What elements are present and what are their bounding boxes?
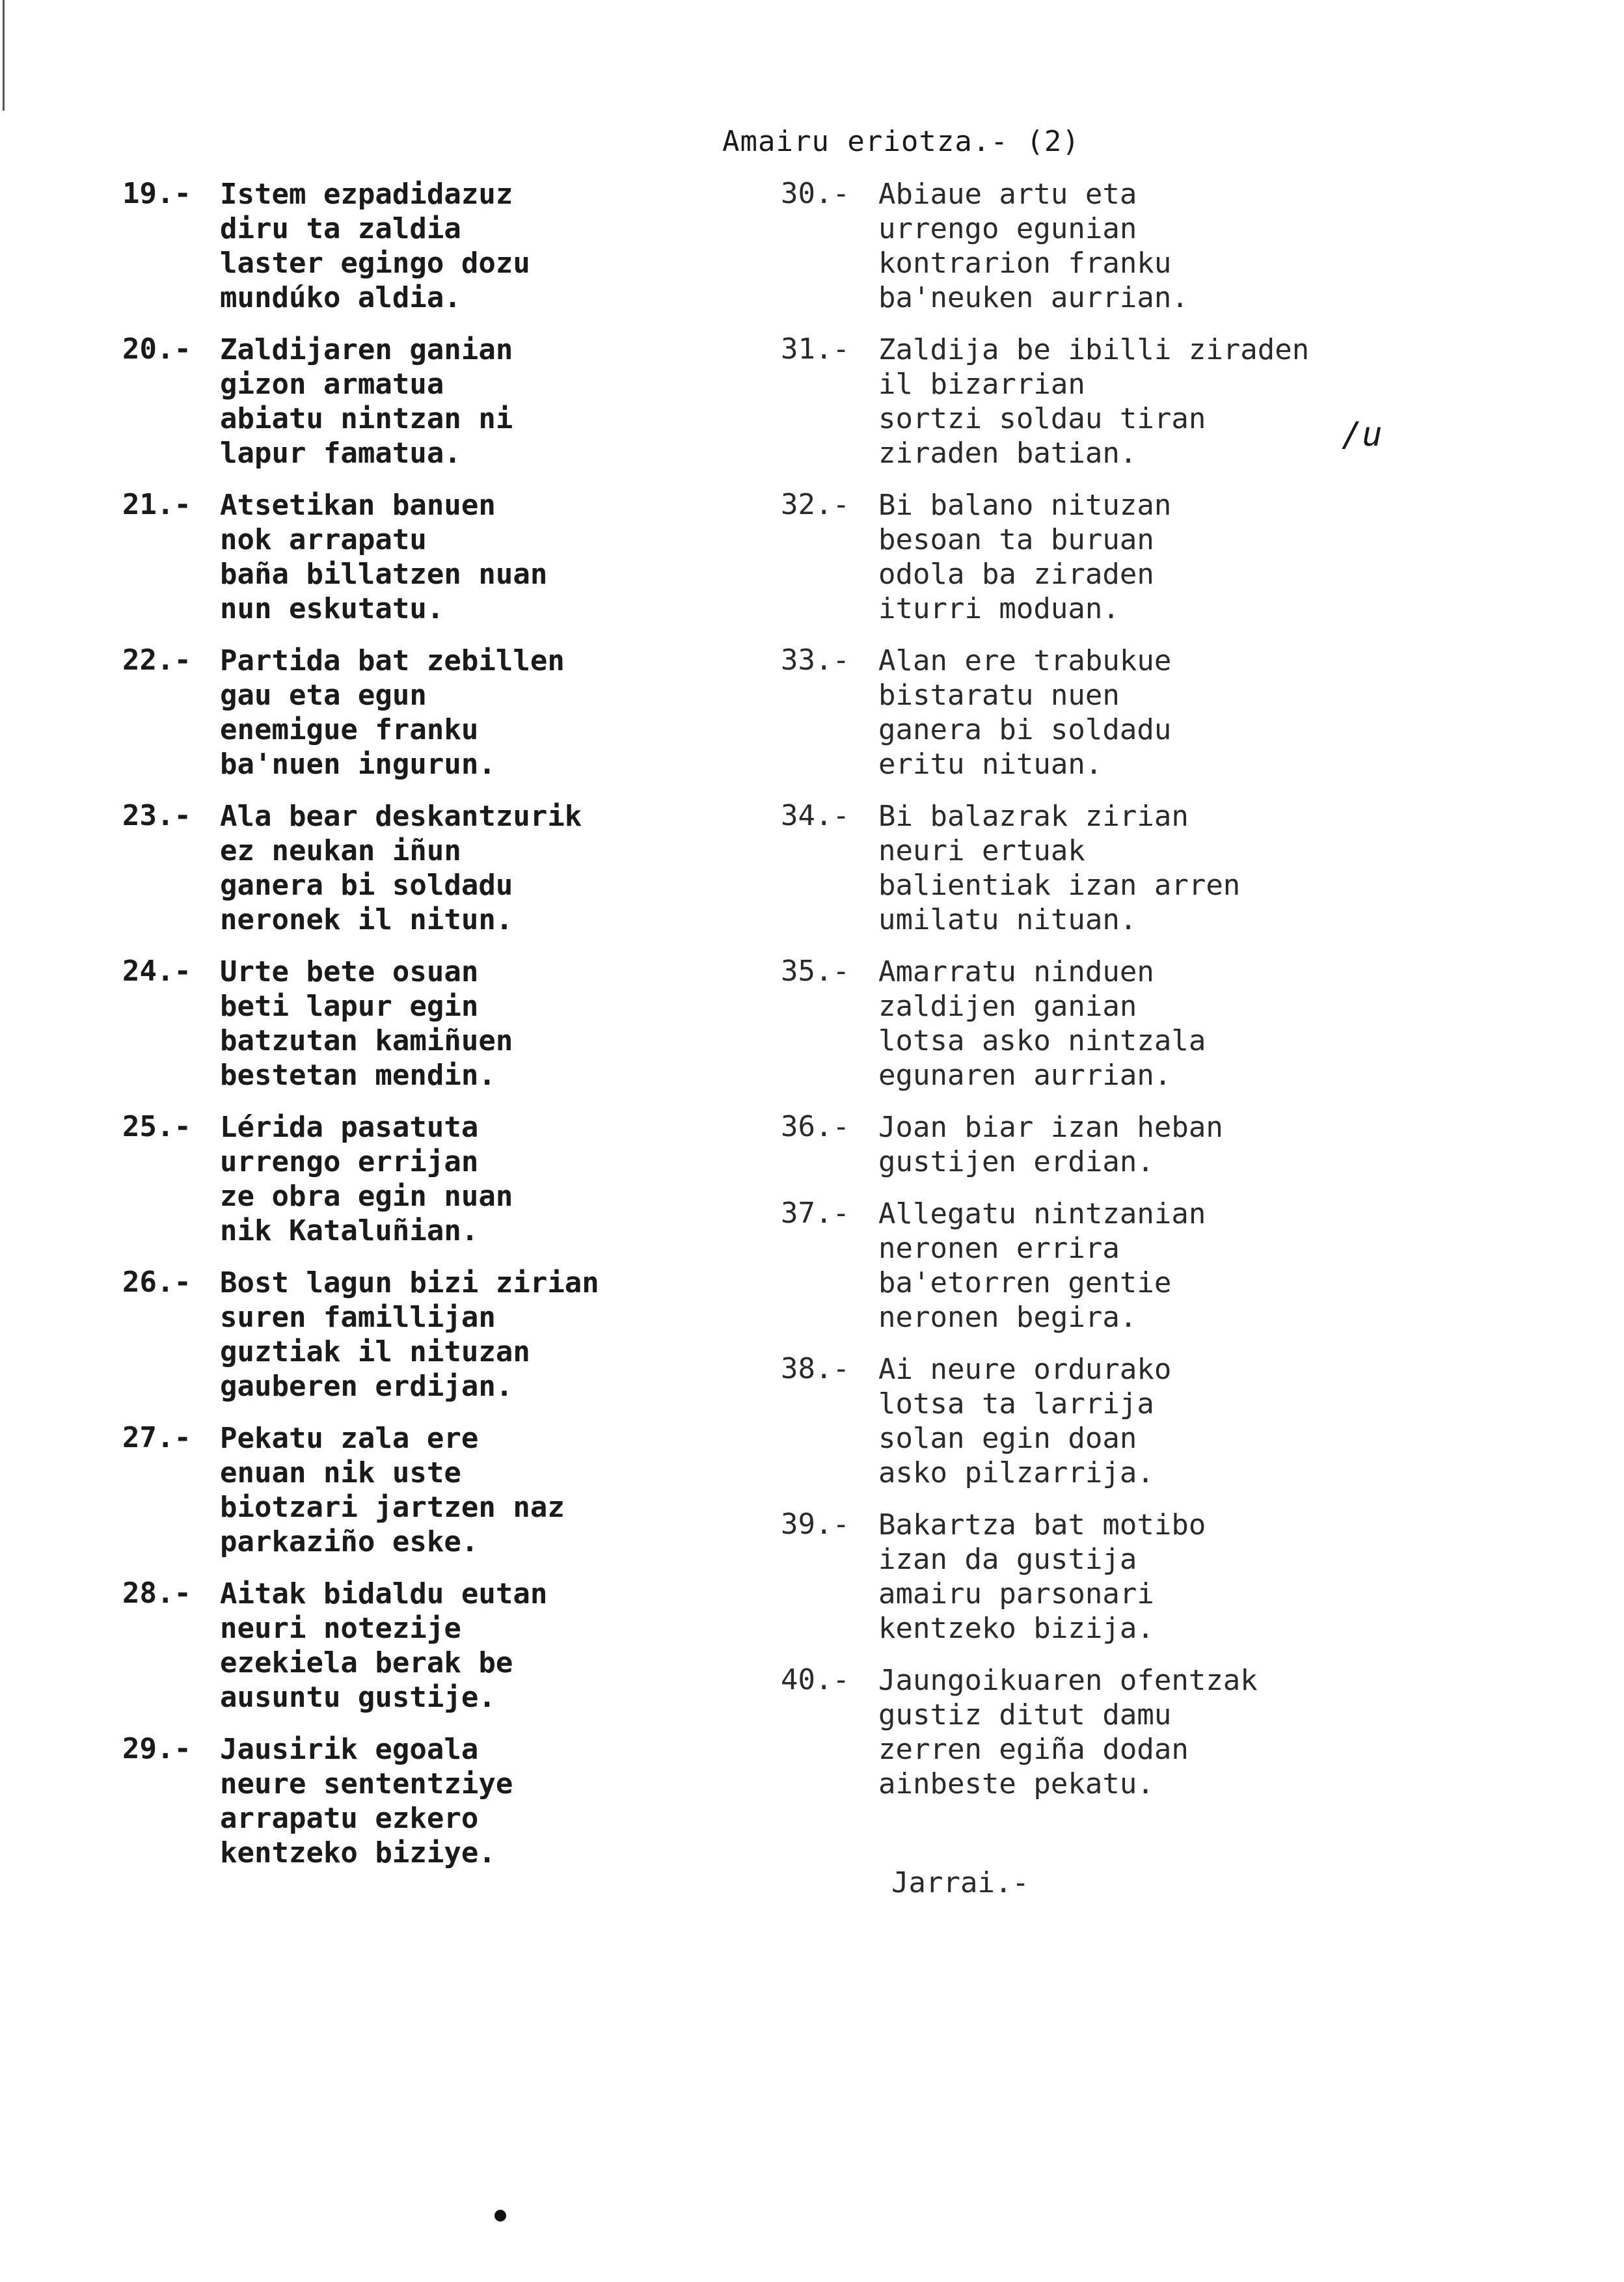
stanza-line: Atsetikan banuen [220,489,496,522]
stanza-number: 27.- [122,1421,191,1454]
stanza-line: baña billatzen nuan [220,558,548,591]
stanza-number: 36.- [781,1110,850,1143]
stanza-lines [878,1352,1309,1490]
stanza-line: Ala bear deskantzurik [220,800,582,833]
stanza-line: zerren egiña dodan [878,1733,1189,1766]
stanza-line: il bizarrian [878,368,1085,401]
stanza-lines [220,1421,599,1559]
stanza [122,1577,599,1715]
stanza-number: 40.- [781,1663,850,1696]
stanza-line: ezekiela berak be [220,1646,513,1679]
stanza-line: Urte bete osuan [220,955,479,988]
stanza-line: Zaldija be ibilli ziraden [878,333,1310,366]
left-column [122,177,599,1870]
stanza-line: parkaziño eske. [220,1525,479,1558]
stanza-line: solan egin doan [878,1422,1137,1455]
stanza [122,1732,599,1870]
stanza [781,644,1309,781]
stanza-number: 22.- [122,644,191,677]
stanza-number: 35.- [781,955,850,988]
stanza-line: izan da gustija [878,1543,1137,1576]
stanza-line: kentzeko biziye. [220,1836,496,1869]
stanza-lines [220,1266,599,1404]
page-title: Amairu eriotza.- (2) [722,125,1080,158]
stanza-line: batzutan kamiñuen [220,1024,513,1057]
stanza-number: 19.- [122,177,191,210]
stanza-line: Amarratu ninduen [878,955,1154,988]
stanza-line: neuri notezije [220,1612,461,1645]
stanza-lines [878,1110,1309,1179]
stanza-lines [878,799,1309,937]
stanza-line: laster egingo dozu [220,247,530,280]
stanza-line: ba'etorren gentie [878,1266,1172,1299]
stanza-number: 29.- [122,1732,191,1765]
stanza-line: Allegatu nintzanian [878,1197,1206,1230]
stanza-number: 38.- [781,1352,850,1385]
stanza-lines [878,955,1309,1093]
stanza-line: Bakartza bat motibo [878,1508,1206,1542]
stanza-lines [220,955,599,1093]
page-edge-line [3,0,5,111]
stanza-number: 24.- [122,955,191,988]
stanza-line: diru ta zaldia [220,212,461,245]
stanza-line: Joan biar izan heban [878,1111,1223,1144]
margin-correction-mark: /u [1342,415,1383,454]
stanza-line: eritu nituan. [878,748,1103,781]
stanza-line: besoan ta buruan [878,523,1154,556]
stanza-line: ziraden batian. [878,437,1137,470]
stanza-line: arrapatu ezkero [220,1802,479,1835]
stanza-number: 37.- [781,1197,850,1230]
stanza-number: 30.- [781,177,850,210]
stanza-line: Pekatu zala ere [220,1422,479,1455]
stanza-line: Bi balazrak zirian [878,800,1189,833]
stanza-line: Ai neure ordurako [878,1353,1172,1386]
stanza-line: odola ba ziraden [878,558,1154,591]
stanza-lines [220,1577,599,1715]
stanza-lines [220,177,599,315]
stanza [781,1110,1309,1179]
stanza-lines [878,333,1309,470]
stanza-line: enuan nik uste [220,1456,461,1489]
stanza-line: gauberen erdijan. [220,1370,513,1403]
stanza-lines [878,1197,1309,1335]
stanza-line: neronen begira. [878,1301,1137,1334]
stanza [781,333,1309,470]
stanza-line: Lérida pasatuta [220,1111,479,1144]
stanza-lines [878,644,1309,781]
ink-dot [494,2210,506,2221]
stanza-number: 23.- [122,799,191,832]
stanza-line: Bi balano nituzan [878,489,1172,522]
stanza-number: 33.- [781,644,850,677]
stanza-line: mundúko aldia. [220,281,461,314]
signoff-text: Jarrai.- [891,1866,1029,1899]
stanza [122,488,599,626]
stanza-line: Jausirik egoala [220,1733,479,1766]
stanza-lines [220,488,599,626]
stanza-line: biotzari jartzen naz [220,1491,565,1524]
stanza [122,1266,599,1404]
stanza [122,177,599,315]
stanza-lines [220,1732,599,1870]
stanza [781,1352,1309,1490]
stanza-line: ze obra egin nuan [220,1180,513,1213]
stanza-line: bistaratu nuen [878,679,1120,712]
stanza-line: kontrarion franku [878,247,1172,280]
stanza-lines [878,488,1309,626]
stanza-line: iturri moduan. [878,592,1120,625]
stanza-line: enemigue franku [220,713,479,746]
stanza-number: 28.- [122,1577,191,1610]
stanza-line: ba'neuken aurrian. [878,281,1189,314]
stanza-line: sortzi soldau tiran [878,402,1206,435]
stanza-line: guztiak il nituzan [220,1335,530,1368]
stanza-line: Aitak bidaldu eutan [220,1577,548,1610]
stanza-line: nik Kataluñian. [220,1214,479,1247]
stanza [781,799,1309,937]
stanza-line: ganera bi soldadu [878,713,1172,746]
stanza [122,799,599,937]
stanza-number: 31.- [781,333,850,366]
stanza-line: gustijen erdian. [878,1145,1154,1178]
stanza [781,955,1309,1093]
stanza-line: beti lapur egin [220,990,479,1023]
stanza-number: 25.- [122,1110,191,1143]
stanza-line: umilatu nituan. [878,903,1137,936]
stanza-number: 39.- [781,1508,850,1541]
stanza-number: 21.- [122,488,191,521]
stanza [781,177,1309,315]
stanza-lines [220,799,599,937]
stanza-line: abiatu nintzan ni [220,402,513,435]
stanza-line: ganera bi soldadu [220,869,513,902]
stanza-line: nok arrapatu [220,523,427,556]
stanza-number: 32.- [781,488,850,521]
stanza [781,1663,1309,1801]
stanza-line: lotsa asko nintzala [878,1024,1206,1057]
stanza-line: ainbeste pekatu. [878,1767,1154,1800]
right-column [781,177,1309,1801]
stanza-line: Abiaue artu eta [878,178,1137,211]
stanza [122,1110,599,1248]
stanza-line: lapur famatua. [220,437,461,470]
stanza-line: urrengo errijan [220,1145,479,1178]
stanza-line: Istem ezpadidazuz [220,178,513,211]
stanza-line: gustiz ditut damu [878,1698,1172,1732]
stanza-line: Alan ere trabukue [878,644,1172,677]
stanza [122,333,599,470]
stanza-line: bestetan mendin. [220,1059,496,1092]
stanza [781,1197,1309,1335]
stanza-line: urrengo egunian [878,212,1137,245]
stanza-lines [220,644,599,781]
stanza-line: Zaldijaren ganian [220,333,513,366]
stanza-number: 26.- [122,1266,191,1299]
stanza-line: ausuntu gustije. [220,1681,496,1714]
stanza-line: lotsa ta larrija [878,1387,1154,1420]
stanza-line: Bost lagun bizi zirian [220,1266,599,1299]
stanza [122,955,599,1093]
stanza [122,644,599,781]
stanza-lines [220,333,599,470]
stanza-line: ez neukan iñun [220,834,461,867]
stanza-line: neronek il nitun. [220,903,513,936]
stanza-line: ba'nuen ingurun. [220,748,496,781]
stanza-line: neuri ertuak [878,834,1085,867]
stanza-line: suren famillijan [220,1301,496,1334]
stanza-line: gizon armatua [220,368,444,401]
stanza-number: 20.- [122,333,191,366]
stanza [122,1421,599,1559]
stanza-number: 34.- [781,799,850,832]
stanza-lines [220,1110,599,1248]
stanza-line: nun eskutatu. [220,592,444,625]
stanza-line: zaldijen ganian [878,990,1137,1023]
stanza-line: kentzeko bizija. [878,1612,1154,1645]
stanza-lines [878,1508,1309,1646]
stanza-line: gau eta egun [220,679,427,712]
stanza [781,1508,1309,1646]
stanza [781,488,1309,626]
stanza-line: egunaren aurrian. [878,1059,1172,1092]
stanza-lines [878,1663,1309,1801]
stanza-line: neure sententziye [220,1767,513,1800]
stanza-line: Jaungoikuaren ofentzak [878,1664,1258,1697]
stanza-line: neronen errira [878,1232,1120,1265]
stanza-line: amairu parsonari [878,1577,1154,1610]
stanza-lines [878,177,1309,315]
stanza-line: balientiak izan arren [878,869,1241,902]
stanza-line: Partida bat zebillen [220,644,565,677]
stanza-line: asko pilzarrija. [878,1456,1154,1489]
